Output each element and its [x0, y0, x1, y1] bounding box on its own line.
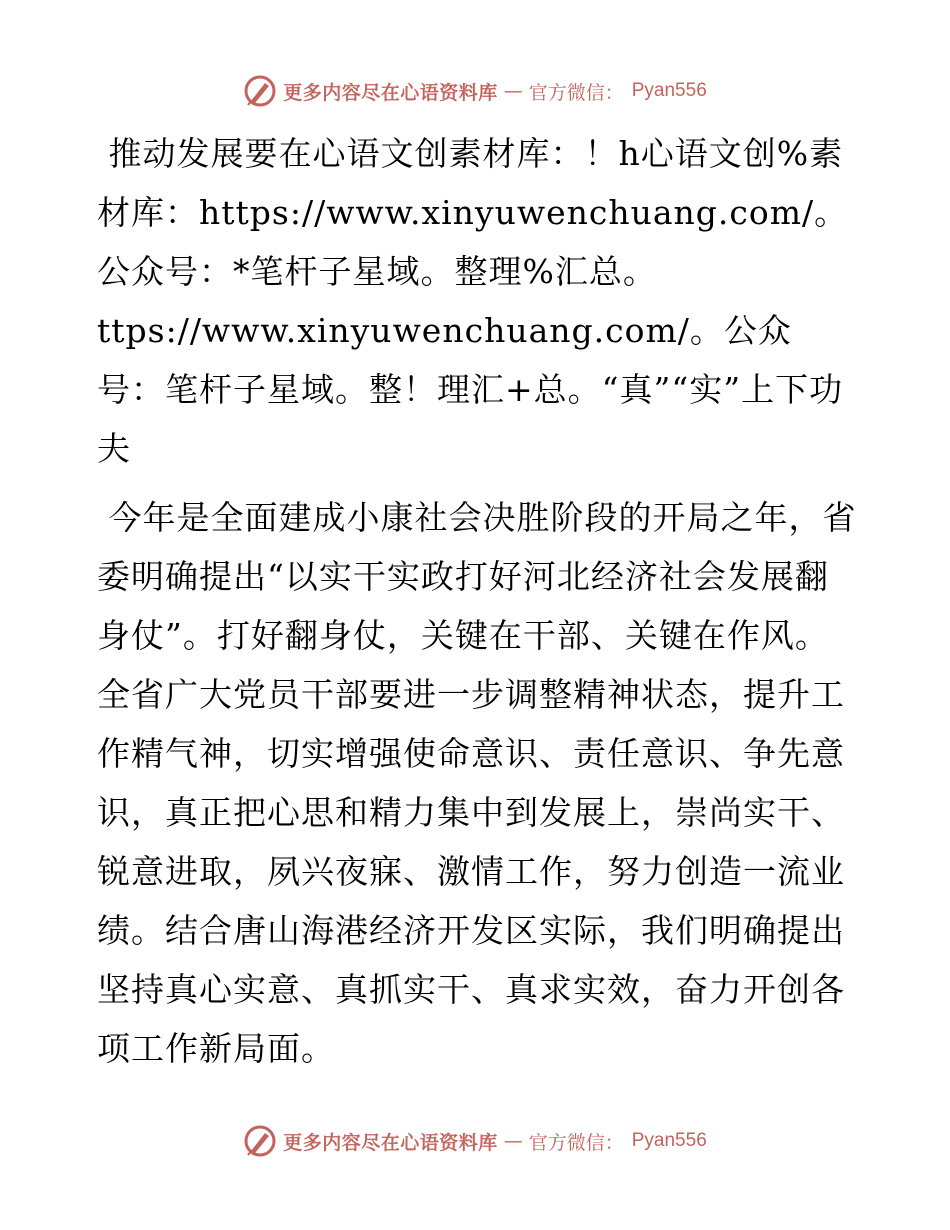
- document-body: [97, 124, 857, 1078]
- pen-logo-icon: [243, 74, 277, 108]
- header-dash: —: [503, 80, 523, 102]
- footer-wechat-id: Pyan556: [631, 1130, 707, 1151]
- paragraph-1: 推动发展要在心语文创素材库：！h心语文创%素材库：https://www.xinyuwenchuang.com/。公众号：*笔杆子星域。整理%汇总。ttps://www.xinyuwenchuang.com/。公众号：笔杆子星域。整！理汇+总。“真”“实”上下功夫: [97, 134, 849, 468]
- header-wechat-id: Pyan556: [631, 80, 707, 101]
- header-promo-text: 更多内容尽在心语资料库: [283, 81, 498, 104]
- footer-official-label: 官方微信：: [528, 1131, 624, 1154]
- header-banner: [0, 71, 950, 111]
- footer-dash: —: [503, 1130, 523, 1152]
- footer-promo-text: 更多内容尽在心语资料库: [283, 1131, 498, 1154]
- paragraph-2: 今年是全面建成小康社会决胜阶段的开局之年，省委明确提出“以实干实政打好河北经济社会发展翻身仗”。打好翻身仗，关键在干部、关键在作风。全省广大党员干部要进一步调整精神状态，提升工作精气神，切实增强使命意识、责任意识、争先意识，真正把心思和精力集中到发展上，崇尚实干、锐意进取，夙兴夜寐、激情工作，努力创造一流业绩。结合唐山海港经济开发区实际，我们明确提出坚持真心实意、真抓实干、真求实效，奋力开创各项工作新局面。: [97, 498, 857, 1068]
- pen-logo-icon: [243, 1124, 277, 1158]
- header-official-label: 官方微信：: [528, 81, 624, 104]
- footer-banner: [0, 1121, 950, 1161]
